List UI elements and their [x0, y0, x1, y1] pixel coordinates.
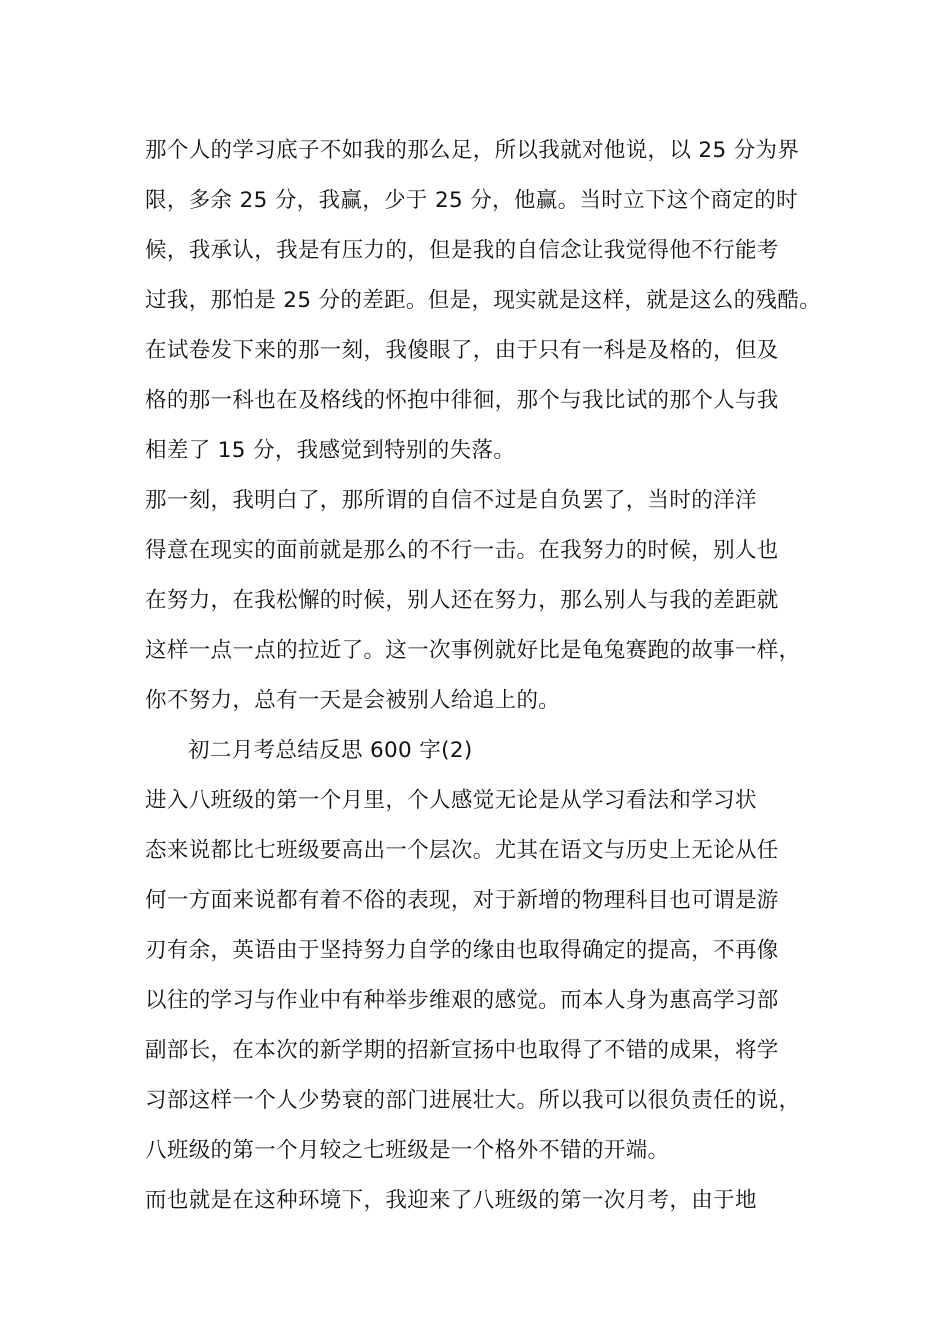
text-line: 这样一点一点的拉近了。这一次事例就好比是龟兔赛跑的故事一样，	[145, 638, 801, 663]
text-line: 相差了 15 分，我感觉到特别的失落。	[145, 438, 516, 463]
text-line: 八班级的第一个月较之七班级是一个格外不错的开端。	[145, 1138, 670, 1163]
text-line: 态来说都比七班级要高出一个层次。尤其在语文与历史上无论从任	[145, 838, 779, 863]
text-line: 在试卷发下来的那一刻，我傻眼了，由于只有一科是及格的，但及	[145, 338, 779, 363]
text-line: 何一方面来说都有着不俗的表现，对于新增的物理科目也可谓是游	[145, 888, 779, 913]
text-line: 而也就是在这种环境下，我迎来了八班级的第一次月考，由于地	[145, 1188, 757, 1213]
text-line: 以往的学习与作业中有种举步维艰的感觉。而本人身为惠高学习部	[145, 988, 779, 1013]
text-line: 那个人的学习底子不如我的那么足，所以我就对他说，以 25 分为界	[145, 138, 800, 163]
text-line: 限，多余 25 分，我赢，少于 25 分，他赢。当时立下这个商定的时	[145, 188, 798, 213]
text-line: 习部这样一个人少势衰的部门进展壮大。所以我可以很负责任的说，	[145, 1088, 801, 1113]
text-line: 在努力，在我松懈的时候，别人还在努力，那么别人与我的差距就	[145, 588, 779, 613]
text-line: 那一刻，我明白了，那所谓的自信不过是自负罢了，当时的洋洋	[145, 488, 757, 513]
text-line: 过我，那怕是 25 分的差距。但是，现实就是这样，就是这么的残酷。	[145, 288, 822, 313]
text-line: 你不努力，总有一天是会被别人给追上的。	[145, 688, 561, 713]
text-line: 格的那一科也在及格线的怀抱中徘徊，那个与我比试的那个人与我	[145, 388, 779, 413]
text-line: 候，我承认，我是有压力的，但是我的自信念让我觉得他不行能考	[145, 238, 779, 263]
text-line: 进入八班级的第一个月里，个人感觉无论是从学习看法和学习状	[145, 788, 757, 813]
text-line: 刃有余，英语由于坚持努力自学的缘由也取得确定的提高，不再像	[145, 938, 779, 963]
text-line: 得意在现实的面前就是那么的不行一击。在我努力的时候，别人也	[145, 538, 779, 563]
text-line: 副部长，在本次的新学期的招新宣扬中也取得了不错的成果，将学	[145, 1038, 779, 1063]
section-heading: 初二月考总结反思 600 字(2)	[188, 738, 473, 763]
